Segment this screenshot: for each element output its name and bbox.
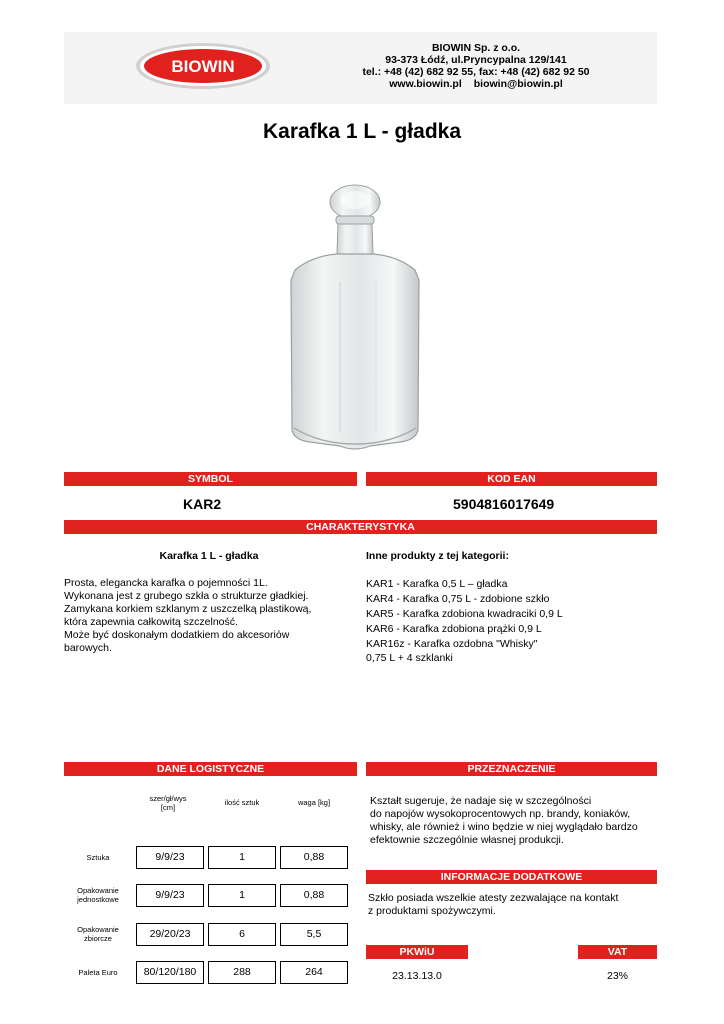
additional-header: INFORMACJE DODATKOWE [366,870,657,884]
vat-value: 23% [606,970,628,982]
col-dimensions: szer/gł/wys [cm] [149,794,187,812]
description-line: Zamykana korkiem szklanym z uszczelką plastikową, [64,603,312,615]
ean-value: 5904816017649 [453,496,555,512]
pkwiu-value: 23.13.13.0 [392,970,442,982]
product-description [64,577,364,655]
col-quantity: ilość sztuk [224,798,260,807]
symbol-value: KAR2 [183,496,222,512]
company-email[interactable]: biowin@biowin.pl [473,78,563,90]
row-label: Opakowanie jednostkowe [77,886,119,904]
dims-cell: 29/20/23 [136,923,204,946]
logistics-header: DANE LOGISTYCZNE [64,762,357,776]
qty-cell: 6 [208,923,276,946]
row-label: Sztuka [86,853,110,862]
description-line: która zapewnia całkowitą szczelność. [64,616,238,628]
purpose-line: efektownie szczególnie własnej produkcji. [370,834,564,846]
purpose-text [370,795,660,847]
symbol-header: SYMBOL [64,472,357,486]
company-name: BIOWIN Sp. z o.o. [431,42,521,54]
description-line: Może być doskonałym dodatkiem do akcesoriów [64,629,290,641]
company-phone: tel.: +48 (42) 682 92 55, fax: +48 (42) 682 92 50 [362,66,590,78]
characteristics-header: CHARAKTERYSTYKA [64,520,657,534]
other-product-item[interactable]: KAR4 - Karafka 0,75 L - zdobione szkło [366,593,550,605]
weight-cell: 264 [280,961,348,984]
qty-cell: 1 [208,884,276,907]
vat-header: VAT [578,945,657,959]
biowin-logo [135,42,271,90]
company-contacts [340,78,612,90]
weight-cell: 5,5 [280,923,348,946]
row-label: Opakowanie zbiorcze [77,925,119,943]
other-product-item[interactable]: KAR1 - Karafka 0,5 L – gładka [366,578,508,590]
page-title: Karafka 1 L - gładka [262,120,462,143]
other-products-list [366,577,666,666]
description-line: Wykonana jest z grubego szkła o strukturze gładkiej. [64,590,309,602]
product-name: Karafka 1 L - gładka [159,550,259,562]
purpose-header: PRZEZNACZENIE [366,762,657,776]
company-info [340,42,612,90]
description-line: barowych. [64,642,112,654]
purpose-line: Kształt sugeruje, że nadaje się w szczególności [370,795,592,807]
purpose-line: do napojów wysokoprocentowych np. brandy, koniaków, [370,808,631,820]
pkwiu-header: PKWiU [366,945,468,959]
other-product-item[interactable]: KAR5 - Karafka zdobiona kwadraciki 0,9 L [366,608,563,620]
dims-cell: 9/9/23 [136,884,204,907]
row-label: Paleta Euro [78,968,118,977]
other-product-item[interactable]: KAR16z - Karafka ozdobna "Whisky" 0,75 L + 4 szklanki [366,638,538,664]
additional-text [368,892,658,918]
purpose-line: whisky, ale również i wino będzie w niej wyglądało bardzo [370,821,638,833]
weight-cell: 0,88 [280,846,348,869]
ean-header: KOD EAN [366,472,657,486]
weight-cell: 0,88 [280,884,348,907]
col-weight: waga [kg] [297,798,331,807]
other-product-item[interactable]: KAR6 - Karafka zdobiona prążki 0,9 L [366,623,542,635]
company-address: 93-373 Łódź, ul.Pryncypalna 129/141 [385,54,567,66]
other-products-title: Inne produkty z tej kategorii: [366,550,509,562]
carafe-image [280,182,430,452]
qty-cell: 1 [208,846,276,869]
dims-cell: 9/9/23 [136,846,204,869]
dims-cell: 80/120/180 [136,961,204,984]
description-line: Prosta, elegancka karafka o pojemności 1L. [64,577,268,589]
logo-text: BIOWIN [171,57,235,76]
additional-line: Szkło posiada wszelkie atesty zezwalające na kontakt [368,892,619,904]
additional-line: z produktami spożywczymi. [368,905,496,917]
qty-cell: 288 [208,961,276,984]
company-website[interactable]: www.biowin.pl [389,78,462,90]
